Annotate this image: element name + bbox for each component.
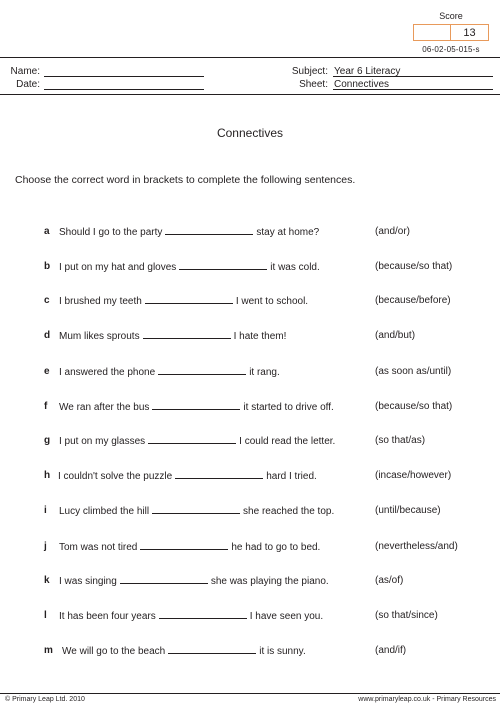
answer-options: (incase/however)	[375, 470, 452, 481]
sheet-value: Connectives	[334, 79, 390, 90]
sentence-start: I put on my hat and gloves	[59, 262, 177, 273]
question-sentence	[59, 366, 280, 378]
sentence-start: Mum likes sprouts	[59, 331, 140, 342]
sentence-end: it started to drive off.	[243, 402, 334, 413]
sentence-start: I put on my glasses	[59, 436, 146, 447]
answer-blank[interactable]	[168, 645, 256, 654]
sentence-end: she reached the top.	[243, 506, 335, 517]
sentence-start: I was singing	[59, 576, 117, 587]
question-row-l	[0, 610, 500, 624]
question-sentence	[59, 575, 329, 587]
header-top-rule	[0, 57, 500, 58]
question-sentence	[59, 261, 320, 273]
answer-options: (until/because)	[375, 505, 441, 516]
question-sentence	[59, 295, 308, 307]
question-row-d	[0, 330, 500, 344]
question-letter: b	[44, 261, 51, 272]
question-row-k	[0, 575, 500, 589]
score-label: Score	[439, 11, 463, 21]
sentence-end: hard I tried.	[266, 471, 317, 482]
question-row-e	[0, 366, 500, 380]
answer-blank[interactable]	[152, 505, 240, 514]
question-row-a	[0, 226, 500, 240]
sentence-end: it was cold.	[270, 262, 320, 273]
answer-options: (as soon as/until)	[375, 366, 452, 377]
question-letter: j	[44, 541, 47, 552]
sentence-start: We ran after the bus	[59, 402, 150, 413]
question-letter: d	[44, 330, 51, 341]
sentence-end: she was playing the piano.	[210, 576, 329, 587]
question-letter: e	[44, 366, 50, 377]
footer-rule	[0, 693, 500, 694]
answer-options: (as/of)	[375, 575, 404, 586]
name-label: Name:	[10, 66, 40, 77]
footer-copyright: © Primary Leap Ltd. 2010	[5, 696, 85, 703]
question-row-g	[0, 435, 500, 449]
question-letter: h	[44, 470, 51, 481]
sentence-start: It has been four years	[59, 611, 156, 622]
answer-options: (and/but)	[375, 330, 416, 341]
sheet-code: 06-02-05-015-s	[422, 45, 480, 54]
question-row-f	[0, 401, 500, 415]
question-row-c	[0, 295, 500, 309]
answer-blank[interactable]	[165, 226, 253, 235]
sentence-end: he had to go to bed.	[231, 542, 321, 553]
answer-options: (because/so that)	[375, 261, 453, 272]
answer-blank[interactable]	[145, 295, 233, 304]
score-box-empty	[413, 24, 451, 41]
page-title: Connectives	[216, 126, 284, 140]
question-sentence	[62, 645, 306, 657]
question-row-b	[0, 261, 500, 275]
sentence-start: I couldn't solve the puzzle	[58, 471, 173, 482]
question-sentence	[59, 401, 334, 413]
question-sentence	[59, 610, 323, 622]
sheet-label: Sheet:	[299, 79, 328, 90]
instructions: Choose the correct word in brackets to complete the following sentences.	[15, 174, 356, 186]
date-field[interactable]	[44, 89, 204, 90]
sentence-start: We will go to the beach	[62, 646, 166, 657]
answer-blank[interactable]	[120, 575, 208, 584]
subject-label: Subject:	[291, 66, 328, 77]
question-row-i	[0, 505, 500, 519]
sentence-start: I answered the phone	[59, 367, 156, 378]
sentence-start: Lucy climbed the hill	[59, 506, 150, 517]
question-sentence	[58, 470, 317, 482]
footer-website: www.primaryleap.co.uk - Primary Resources	[358, 696, 496, 703]
question-sentence	[59, 541, 320, 553]
sentence-end: it is sunny.	[259, 646, 306, 657]
question-letter: c	[44, 295, 50, 306]
sentence-start: I brushed my teeth	[59, 296, 142, 307]
sentence-end: I could read the letter.	[239, 436, 336, 447]
question-letter: i	[44, 505, 47, 516]
question-letter: f	[44, 401, 48, 412]
answer-options: (because/so that)	[375, 401, 453, 412]
answer-options: (so that/as)	[375, 435, 426, 446]
answer-options: (so that/since)	[375, 610, 438, 621]
answer-options: (and/or)	[375, 226, 411, 237]
question-letter: l	[44, 610, 47, 621]
answer-options: (because/before)	[375, 295, 451, 306]
sentence-end: I have seen you.	[249, 611, 324, 622]
score-value: 13	[451, 24, 489, 41]
sentence-end: I went to school.	[235, 296, 309, 307]
header-bottom-rule	[0, 94, 500, 95]
question-sentence	[59, 505, 334, 517]
question-sentence	[59, 226, 319, 238]
question-letter: a	[44, 226, 50, 237]
question-sentence	[59, 435, 335, 447]
answer-blank[interactable]	[175, 470, 263, 479]
answer-options: (and/if)	[375, 645, 407, 656]
question-row-h	[0, 470, 500, 484]
answer-blank[interactable]	[140, 541, 228, 550]
sentence-start: Should I go to the party	[59, 227, 163, 238]
answer-blank[interactable]	[159, 610, 247, 619]
sentence-start: Tom was not tired	[59, 542, 138, 553]
date-label: Date:	[16, 79, 40, 90]
subject-value: Year 6 Literacy	[334, 66, 401, 77]
answer-options: (nevertheless/and)	[375, 541, 458, 552]
question-row-j	[0, 541, 500, 555]
answer-blank[interactable]	[148, 435, 236, 444]
question-sentence	[59, 330, 286, 342]
question-letter: g	[44, 435, 51, 446]
answer-blank[interactable]	[143, 330, 231, 339]
sentence-end: stay at home?	[256, 227, 320, 238]
sentence-end: it rang.	[249, 367, 280, 378]
question-letter: k	[44, 575, 50, 586]
question-row-m	[0, 645, 500, 659]
answer-blank[interactable]	[158, 366, 246, 375]
answer-blank[interactable]	[179, 261, 267, 270]
question-letter: m	[44, 645, 53, 656]
sentence-end: I hate them!	[233, 331, 287, 342]
answer-blank[interactable]	[152, 401, 240, 410]
name-field[interactable]	[44, 76, 204, 77]
